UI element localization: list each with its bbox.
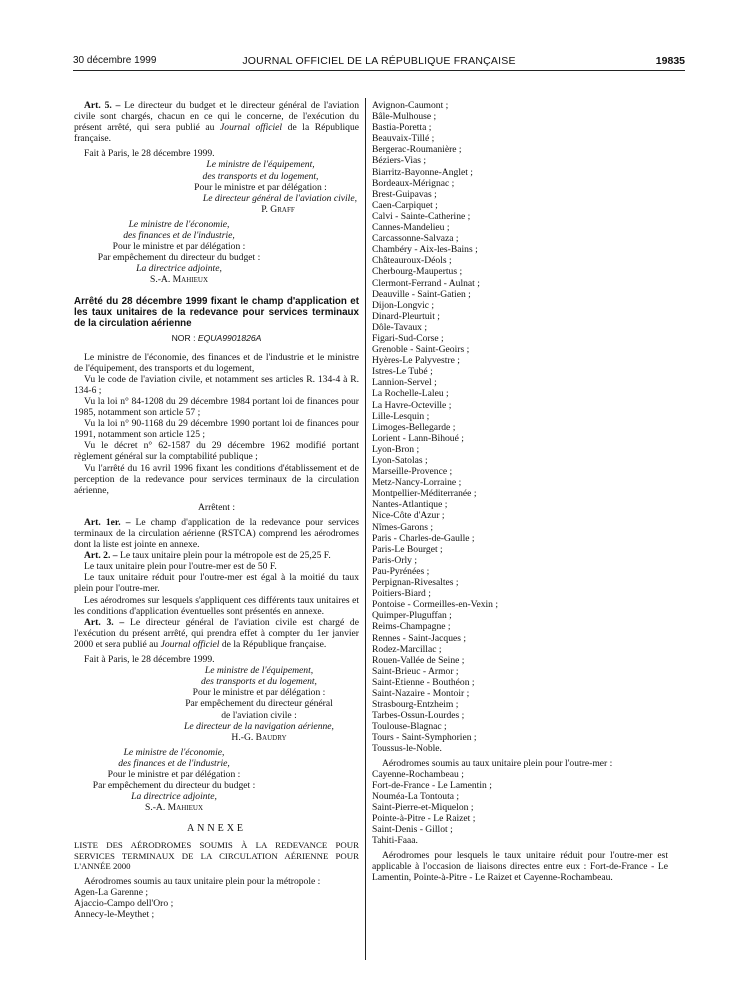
metro-list-continued: [372, 100, 668, 755]
page-header: [73, 55, 685, 69]
sig1-minister: Le ministre de l'équipement,: [206, 159, 315, 171]
list-item: Brest-Guipavas ;: [372, 188, 437, 200]
list-item: Lannion-Servel ;: [372, 377, 437, 389]
sig3-ministry: des transports et du logement,: [201, 676, 317, 688]
list-item: Bordeaux-Mérignac ;: [372, 177, 455, 189]
list-item: Tahiti-Faaa.: [372, 835, 418, 847]
sig1-name: P. Graff: [261, 203, 295, 215]
list-item: Fort-de-France - Le Lamentin ;: [372, 779, 492, 791]
article-2-heading: Art. 2. –: [84, 550, 118, 562]
list-item: Bastia-Poretta ;: [372, 122, 432, 134]
visa-code: Vu le code de l'aviation civile, et notamment ses articles R. 134-4 à R. 134-6 ;: [74, 373, 359, 396]
list-item: Deauville - Saint-Gatien ;: [372, 288, 471, 300]
article-3: [74, 617, 359, 650]
list-item: Nouméa-La Tontouta ;: [372, 790, 460, 802]
nor-reference: [74, 333, 359, 344]
sig2-delegation: Pour le ministre et par délégation :: [112, 241, 246, 253]
list-item: Saint-Denis - Gillot ;: [372, 824, 453, 836]
right-column: [372, 100, 668, 884]
list-item: Pointe-à-Pitre - Le Raizet ;: [372, 813, 476, 824]
sig4-ministry: des finances et de l'industrie,: [118, 757, 230, 769]
visa-loi-1990: Vu la loi n° 90-1168 du 29 décembre 1990 portant loi de finances pour 1991, notamment son article 125 ;: [74, 418, 359, 441]
list-item: Agen-La Garenne ;: [74, 886, 149, 898]
list-item: Paris-Le Bourget ;: [372, 543, 443, 555]
list-item: Marseille-Provence ;: [372, 466, 453, 478]
list-item: Dinard-Pleurtuit ;: [372, 310, 440, 322]
article-5-tail: de la République française.: [74, 122, 360, 145]
sig3-title: Le directeur de la navigation aérienne,: [184, 720, 334, 732]
annexe-heading: ANNEXE: [186, 823, 247, 835]
list-item: Paris - Charles-de-Gaulle ;: [372, 532, 475, 544]
list-item: Cherbourg-Maupertus ;: [372, 266, 463, 278]
list-item: Hyères-Le Palyvestre ;: [372, 355, 460, 367]
list-item: Rouen-Vallée de Seine ;: [372, 654, 465, 666]
list-item: Beauvaix-Tillé ;: [372, 133, 435, 145]
sig2-title: La directrice adjointe,: [136, 263, 222, 275]
nor-label: NOR :: [171, 332, 198, 343]
article-3-body: Le directeur général de l'aviation civile est chargé de l'exécution du présent arrêté, qui prendra effet à compter du 1er janvier 2000 et sera publié au: [74, 616, 359, 650]
visa-arrete-1996: Vu l'arrêté du 16 avril 1996 fixant les conditions d'établissement et de perception de la redevance pour services terminaux de la circulation aérienne,: [74, 462, 359, 496]
list-item: Poitiers-Biard ;: [372, 588, 431, 600]
list-item: Rennes - Saint-Jacques ;: [372, 632, 467, 644]
sig3-minister: Le ministre de l'équipement,: [204, 665, 314, 677]
sig3-delegation: Pour le ministre et par délégation :: [192, 687, 326, 699]
sig4-delegation: Pour le ministre et par délégation :: [107, 768, 241, 780]
list-item: Toussus-le-Noble.: [372, 743, 442, 755]
annexe-list-title: LISTE DES AÉRODROMES SOUMIS À LA REDEVANCE POUR SERVICES TERMINAUX DE LA CIRCULATION AÉRIENNE POUR L'ANNÉE 2000: [74, 840, 359, 872]
outremer-list: [372, 769, 668, 847]
list-item: Cannes-Mandelieu ;: [372, 222, 450, 234]
list-item: Quimper-Pluguffan ;: [372, 610, 452, 622]
fait-a-paris-1: Fait à Paris, le 28 décembre 1999.: [84, 148, 215, 160]
sig2-name: S.-A. Mahieux: [149, 274, 208, 286]
left-column: [74, 100, 359, 920]
sig4-impediment: Par empêchement du directeur du budget :: [92, 780, 256, 792]
list-item: Figari-Sud-Corse ;: [372, 332, 444, 344]
sig4-name: S.-A. Mahieux: [144, 802, 203, 814]
list-item: Calvi - Sainte-Catherine ;: [372, 210, 471, 222]
article-1-heading: Art. 1er. –: [84, 516, 131, 528]
list-item: Béziers-Vias ;: [372, 155, 427, 167]
sig1-delegation: Pour le ministre et par délégation :: [194, 181, 327, 193]
list-item: Metz-Nancy-Lorraine ;: [372, 477, 462, 489]
list-item: Saint-Pierre-et-Miquelon ;: [372, 801, 474, 813]
list-item: Chambéry - Aix-les-Bains ;: [372, 244, 478, 256]
article-2-body: Le taux unitaire plein pour la métropole est de 25,25 F.: [117, 550, 331, 562]
list-item: Strasbourg-Entzheim ;: [372, 699, 459, 711]
outremer-intro: Aérodromes soumis au taux unitaire plein pour l'outre-mer :: [382, 757, 613, 769]
list-item: Caen-Carpiquet ;: [372, 199, 438, 211]
article-5: [74, 100, 359, 144]
list-item: Limoges-Bellegarde ;: [372, 421, 456, 433]
sig2-minister: Le ministre de l'économie,: [128, 218, 230, 230]
list-item: Carcassonne-Salvaza ;: [372, 233, 459, 245]
list-item: Dôle-Tavaux ;: [372, 321, 428, 333]
list-item: Tours - Saint-Symphorien ;: [372, 732, 477, 744]
header-journal-title: JOURNAL OFFICIEL DE LA RÉPUBLIQUE FRANÇAISE: [242, 55, 516, 67]
metro-list-start: [74, 887, 359, 920]
list-item: Avignon-Caumont ;: [372, 100, 449, 111]
article-2-outremer: Le taux unitaire plein pour l'outre-mer est de 50 F.: [84, 561, 277, 573]
article-3-tail: de la République française.: [219, 638, 327, 650]
signature-block-2: [74, 219, 284, 286]
list-item: Ajaccio-Campo dell'Oro ;: [74, 897, 174, 909]
list-item: Châteauroux-Déols ;: [372, 255, 452, 267]
list-item: Montpellier-Méditerranée ;: [372, 488, 477, 500]
signature-block-3: [74, 665, 359, 743]
list-item: Lorient - Lann-Bihoué ;: [372, 432, 464, 444]
signature-block-4: [74, 747, 274, 814]
visa-loi-1984: Vu la loi n° 84-1208 du 29 décembre 1984 portant loi de finances pour 1985, notamment son article 57 ;: [74, 395, 359, 419]
article-5-journal: Journal officiel: [220, 122, 283, 134]
list-item: Reims-Champagne ;: [372, 621, 451, 633]
arretent: Arrêtent :: [197, 501, 236, 513]
list-item: Pau-Pyrénées ;: [372, 565, 430, 577]
list-item: Lille-Lesquin ;: [372, 410, 430, 422]
list-item: La Rochelle-Laleu ;: [372, 388, 449, 400]
list-item: Dijon-Longvic ;: [372, 299, 435, 311]
article-3-journal: Journal officiel: [160, 638, 220, 650]
article-2-reduit: Le taux unitaire réduit pour l'outre-mer est égal à la moitié du taux plein pour l'outre-mer.: [74, 572, 359, 595]
sig3-impediment: Par empêchement du directeur général: [185, 698, 333, 710]
list-item: Toulouse-Blagnac ;: [372, 721, 447, 733]
article-2-annexe: Les aérodromes sur lesquels s'appliquent ces différents taux unitaires et les conditions d'application éventuelles sont présentés en annexe.: [74, 594, 359, 617]
list-item: Nice-Côte d'Azur ;: [372, 510, 445, 522]
sig3-name: H.-G. Baudry: [231, 731, 287, 743]
list-item: Saint-Etienne - Bouthéon ;: [372, 676, 475, 688]
sig4-title: La directrice adjointe,: [131, 791, 217, 803]
list-item: Nantes-Atlantique ;: [372, 499, 448, 511]
list-item: Istres-Le Tubé ;: [372, 366, 433, 378]
list-item: Saint-Brieuc - Armor ;: [372, 665, 459, 677]
decree-title: Arrêté du 28 décembre 1999 fixant le champ d'application et les taux unitaires de la redevance pour services terminaux de la circulation aérienne: [74, 295, 359, 329]
list-item: Tarbes-Ossun-Lourdes ;: [372, 710, 465, 722]
list-item: Saint-Nazaire - Montoir ;: [372, 687, 470, 699]
list-item: Bâle-Mulhouse ;: [372, 111, 437, 123]
metro-intro: Aérodromes soumis au taux unitaire plein pour la métropole :: [84, 875, 321, 887]
article-2: [74, 550, 359, 561]
header-rule: [73, 70, 685, 71]
list-item: Lyon-Bron ;: [372, 443, 420, 455]
list-item: Rodez-Marcillac ;: [372, 643, 442, 655]
taux-reduit-paragraph: Aérodromes pour lesquels le taux unitaire réduit pour l'outre-mer est applicable à l'occasion de liaisons directes entre eux : Fort-de-France - Le Lamentin, Pointe-à-Pitre - Le Raizet et Cayenne-Rochambeau.: [372, 850, 668, 884]
list-item: Bergerac-Roumanière ;: [372, 144, 462, 156]
header-date: 30 décembre 1999: [73, 55, 157, 66]
article-3-heading: Art. 3. –: [84, 616, 125, 628]
signature-block-1: [74, 159, 359, 214]
list-item: Clermont-Ferrand - Aulnat ;: [372, 277, 480, 289]
list-item: Nîmes-Garons ;: [372, 521, 434, 533]
nor-code: EQUA9901826A: [197, 332, 262, 343]
sig3-impediment-2: de l'aviation civile :: [221, 709, 297, 721]
list-item: Biarritz-Bayonne-Anglet ;: [372, 166, 473, 178]
sig2-ministry: des finances et de l'industrie,: [123, 230, 235, 242]
column-divider: [365, 98, 366, 960]
visa-decret-1962: Vu le décret n° 62-1587 du 29 décembre 1962 modifié portant règlement général sur la comptabilité publique ;: [74, 440, 359, 463]
fait-a-paris-2: Fait à Paris, le 28 décembre 1999.: [84, 654, 215, 666]
list-item: Cayenne-Rochambeau ;: [372, 768, 464, 780]
list-item: Grenoble - Saint-Geoirs ;: [372, 344, 470, 356]
article-5-body: Le directeur du budget et le directeur général de l'aviation civile sont chargés, chacun en ce qui le concerne, de l'exécution du présent arrêté, qui sera publié au: [74, 100, 359, 134]
list-item: Pontoise - Cormeilles-en-Vexin ;: [372, 599, 499, 611]
header-page-number: 19835: [655, 55, 685, 67]
list-item: La Havre-Octeville ;: [372, 399, 452, 411]
sig2-impediment: Par empêchement du directeur du budget :: [97, 252, 261, 264]
list-item: Lyon-Satolas ;: [372, 455, 428, 466]
list-item: Perpignan-Rivesaltes ;: [372, 577, 459, 589]
sig4-minister: Le ministre de l'économie,: [123, 746, 225, 758]
list-item: Annecy-le-Meythet ;: [74, 908, 155, 920]
article-1-body: Le champ d'application de la redevance pour services terminaux de la circulation aérienne (RSTCA) comprend les aérodromes dont la liste est jointe en annexe.: [74, 516, 359, 551]
sig1-ministry: des transports et du logement,: [202, 170, 319, 182]
article-1: [74, 517, 359, 550]
article-5-heading: Art. 5. –: [84, 100, 121, 111]
sig1-title: Le directeur général de l'aviation civile,: [202, 192, 357, 204]
list-item: Paris-Orly ;: [372, 554, 418, 566]
preamble-ministers: Le ministre de l'économie, des finances et de l'industrie et le ministre de l'équipement, des transports et du logement,: [74, 351, 359, 374]
